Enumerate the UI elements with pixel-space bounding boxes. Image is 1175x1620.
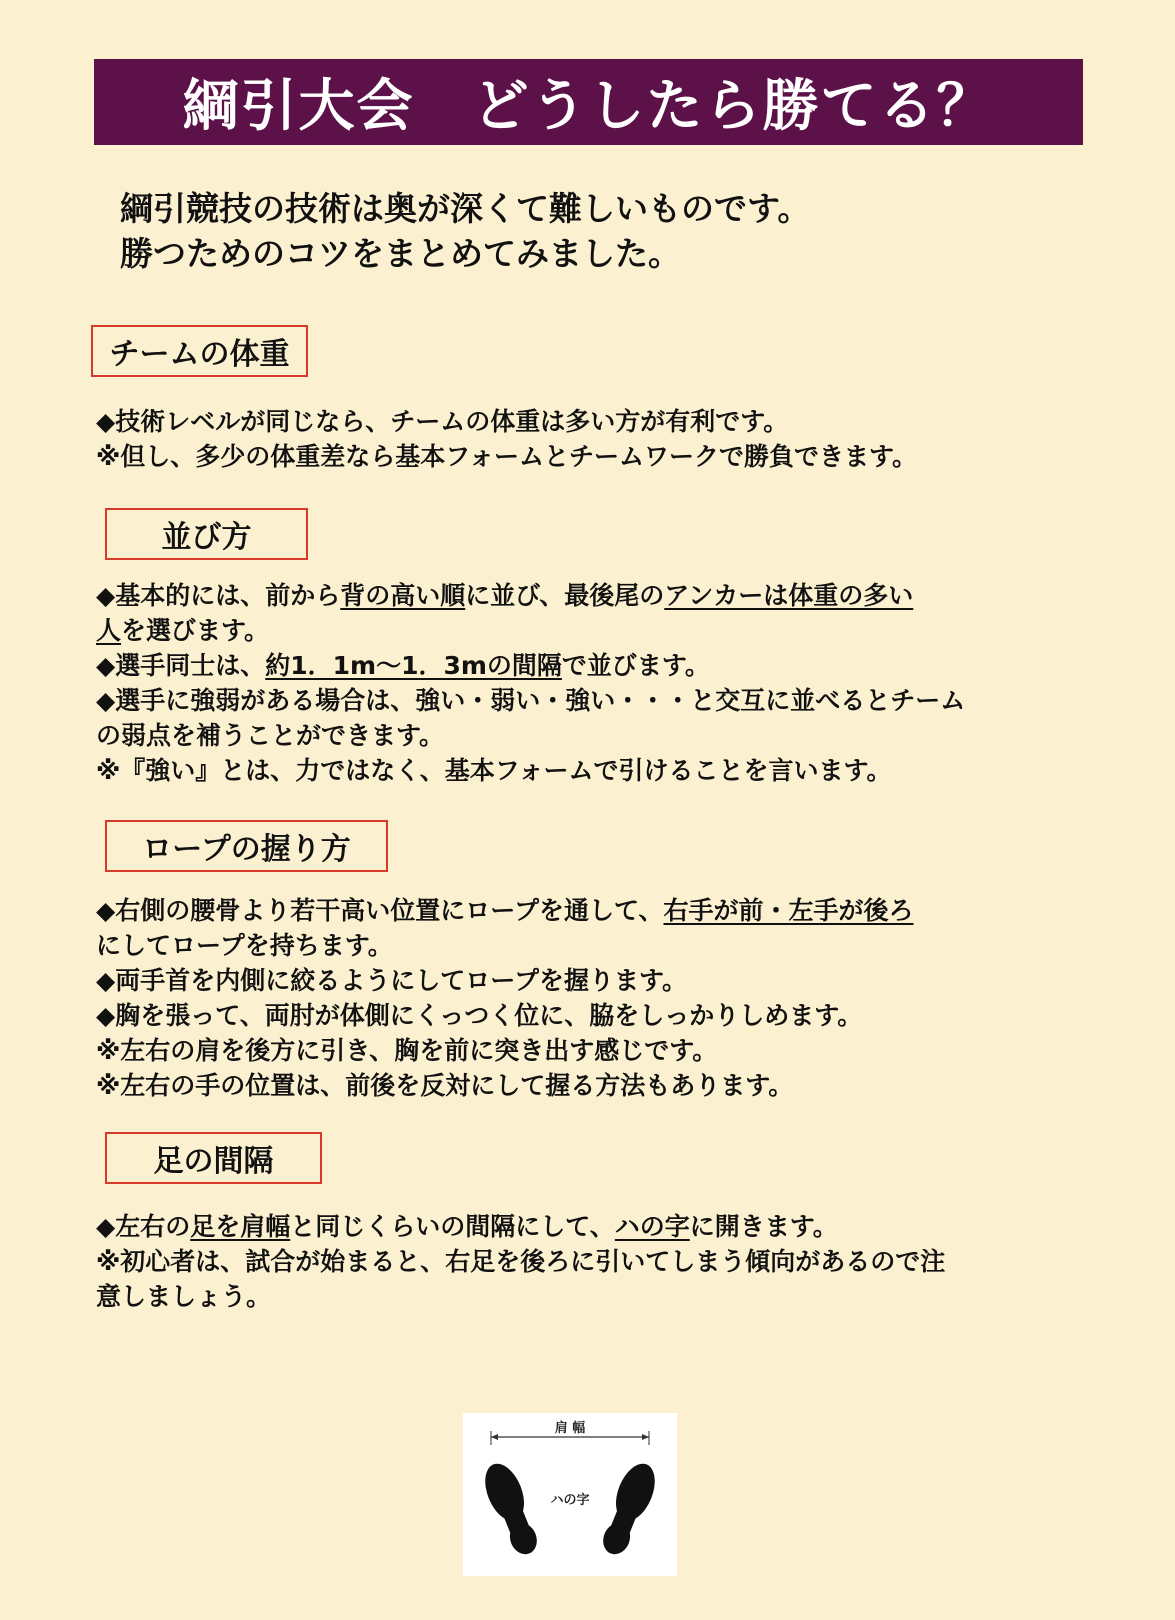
section-body-lineup — [96, 578, 1056, 788]
text-run: ◆左右の — [96, 1212, 191, 1241]
shoulder-width-label: 肩 幅 — [554, 1421, 586, 1436]
right-footprint — [595, 1458, 662, 1560]
text-line — [96, 683, 1056, 718]
intro-text — [120, 186, 810, 276]
text-line — [96, 1033, 1056, 1068]
section-heading-lineup — [105, 508, 308, 560]
arrow-head-left — [491, 1434, 498, 1440]
section-body-foot-spacing — [96, 1209, 1056, 1314]
section-body-team-weight — [96, 404, 1056, 474]
text-line — [96, 963, 1056, 998]
section-body-rope-grip — [96, 893, 1056, 1103]
text-line — [96, 998, 1056, 1033]
text-line — [96, 718, 1056, 753]
text-line — [96, 1244, 1056, 1279]
text-run: で並びます。 — [561, 651, 710, 680]
text-run: ◆技術レベルが同じなら、チームの体重は多い方が有利です。 — [96, 407, 789, 436]
text-run: と同じくらいの間隔にして、 — [290, 1212, 615, 1241]
underlined-text: 足を肩幅 — [190, 1212, 291, 1241]
text-line — [96, 1279, 1056, 1314]
section-heading-label: ロープの握り方 — [142, 832, 351, 867]
underlined-text: 人 — [96, 616, 122, 645]
underlined-text: ハの字 — [614, 1212, 690, 1241]
section-heading-label: チームの体重 — [109, 337, 290, 372]
text-run: 意しましょう。 — [96, 1282, 272, 1311]
section-heading-label: 足の間隔 — [153, 1144, 274, 1179]
section-heading-label: 並び方 — [161, 520, 252, 555]
text-run: ◆両手首を内側に絞るようにしてロープを握ります。 — [96, 966, 687, 995]
text-run: ◆選手に強弱がある場合は、強い・弱い・強い・・・と交互に並べるとチーム — [96, 686, 966, 715]
intro-line-1: 綱引競技の技術は奥が深くて難しいものです。 — [120, 189, 811, 228]
section-heading-team-weight — [91, 325, 308, 377]
foot-stance-diagram — [463, 1413, 677, 1576]
text-line — [96, 578, 1056, 613]
text-run: ※左右の手の位置は、前後を反対にして握る方法もあります。 — [96, 1071, 794, 1100]
text-line — [96, 928, 1056, 963]
section-heading-rope-grip — [105, 820, 388, 872]
ha-shape-label: ハの字 — [550, 1493, 590, 1508]
underlined-text: 背の高い順 — [340, 581, 466, 610]
text-run: にしてロープを持ちます。 — [96, 931, 393, 960]
text-line — [96, 1068, 1056, 1103]
intro-line-2: 勝つためのコツをまとめてみました。 — [120, 234, 681, 273]
underlined-text: 約1．1m～1．3mの間隔 — [265, 651, 562, 680]
title-banner — [94, 59, 1083, 145]
section-heading-foot-spacing — [105, 1132, 322, 1184]
text-line — [96, 613, 1056, 648]
text-run: ◆右側の腰骨より若干高い位置にロープを通して、 — [96, 896, 664, 925]
text-run: に並び、最後尾の — [465, 581, 665, 610]
text-run: に開きます。 — [689, 1212, 838, 1241]
foot-stance-figure — [463, 1413, 677, 1576]
text-run: を選びます。 — [121, 616, 270, 645]
left-footprint — [478, 1458, 545, 1560]
text-run: ※初心者は、試合が始まると、右足を後ろに引いてしまう傾向があるので注 — [96, 1247, 946, 1276]
text-run: の弱点を補うことができます。 — [96, 721, 445, 750]
text-run: ※但し、多少の体重差なら基本フォームとチームワークで勝負できます。 — [96, 442, 918, 471]
text-line — [96, 648, 1056, 683]
text-line — [96, 893, 1056, 928]
text-run: ◆選手同士は、 — [96, 651, 266, 680]
text-line — [96, 404, 1056, 439]
text-line — [96, 1209, 1056, 1244]
text-line — [96, 753, 1056, 788]
underlined-text: 右手が前・左手が後ろ — [663, 896, 914, 925]
arrow-head-right — [642, 1434, 649, 1440]
page-title: 綱引大会 どうしたら勝てる？ — [182, 74, 995, 139]
text-line — [96, 439, 1056, 474]
text-run: ◆基本的には、前から — [96, 581, 341, 610]
text-run: ◆胸を張って、両肘が体側にくっつく位に、脇をしっかりしめます。 — [96, 1001, 863, 1030]
text-run: ※『強い』とは、力ではなく、基本フォームで引けることを言います。 — [96, 756, 892, 785]
underlined-text: アンカーは体重の多い — [664, 581, 914, 610]
text-run: ※左右の肩を後方に引き、胸を前に突き出す感じです。 — [96, 1036, 718, 1065]
